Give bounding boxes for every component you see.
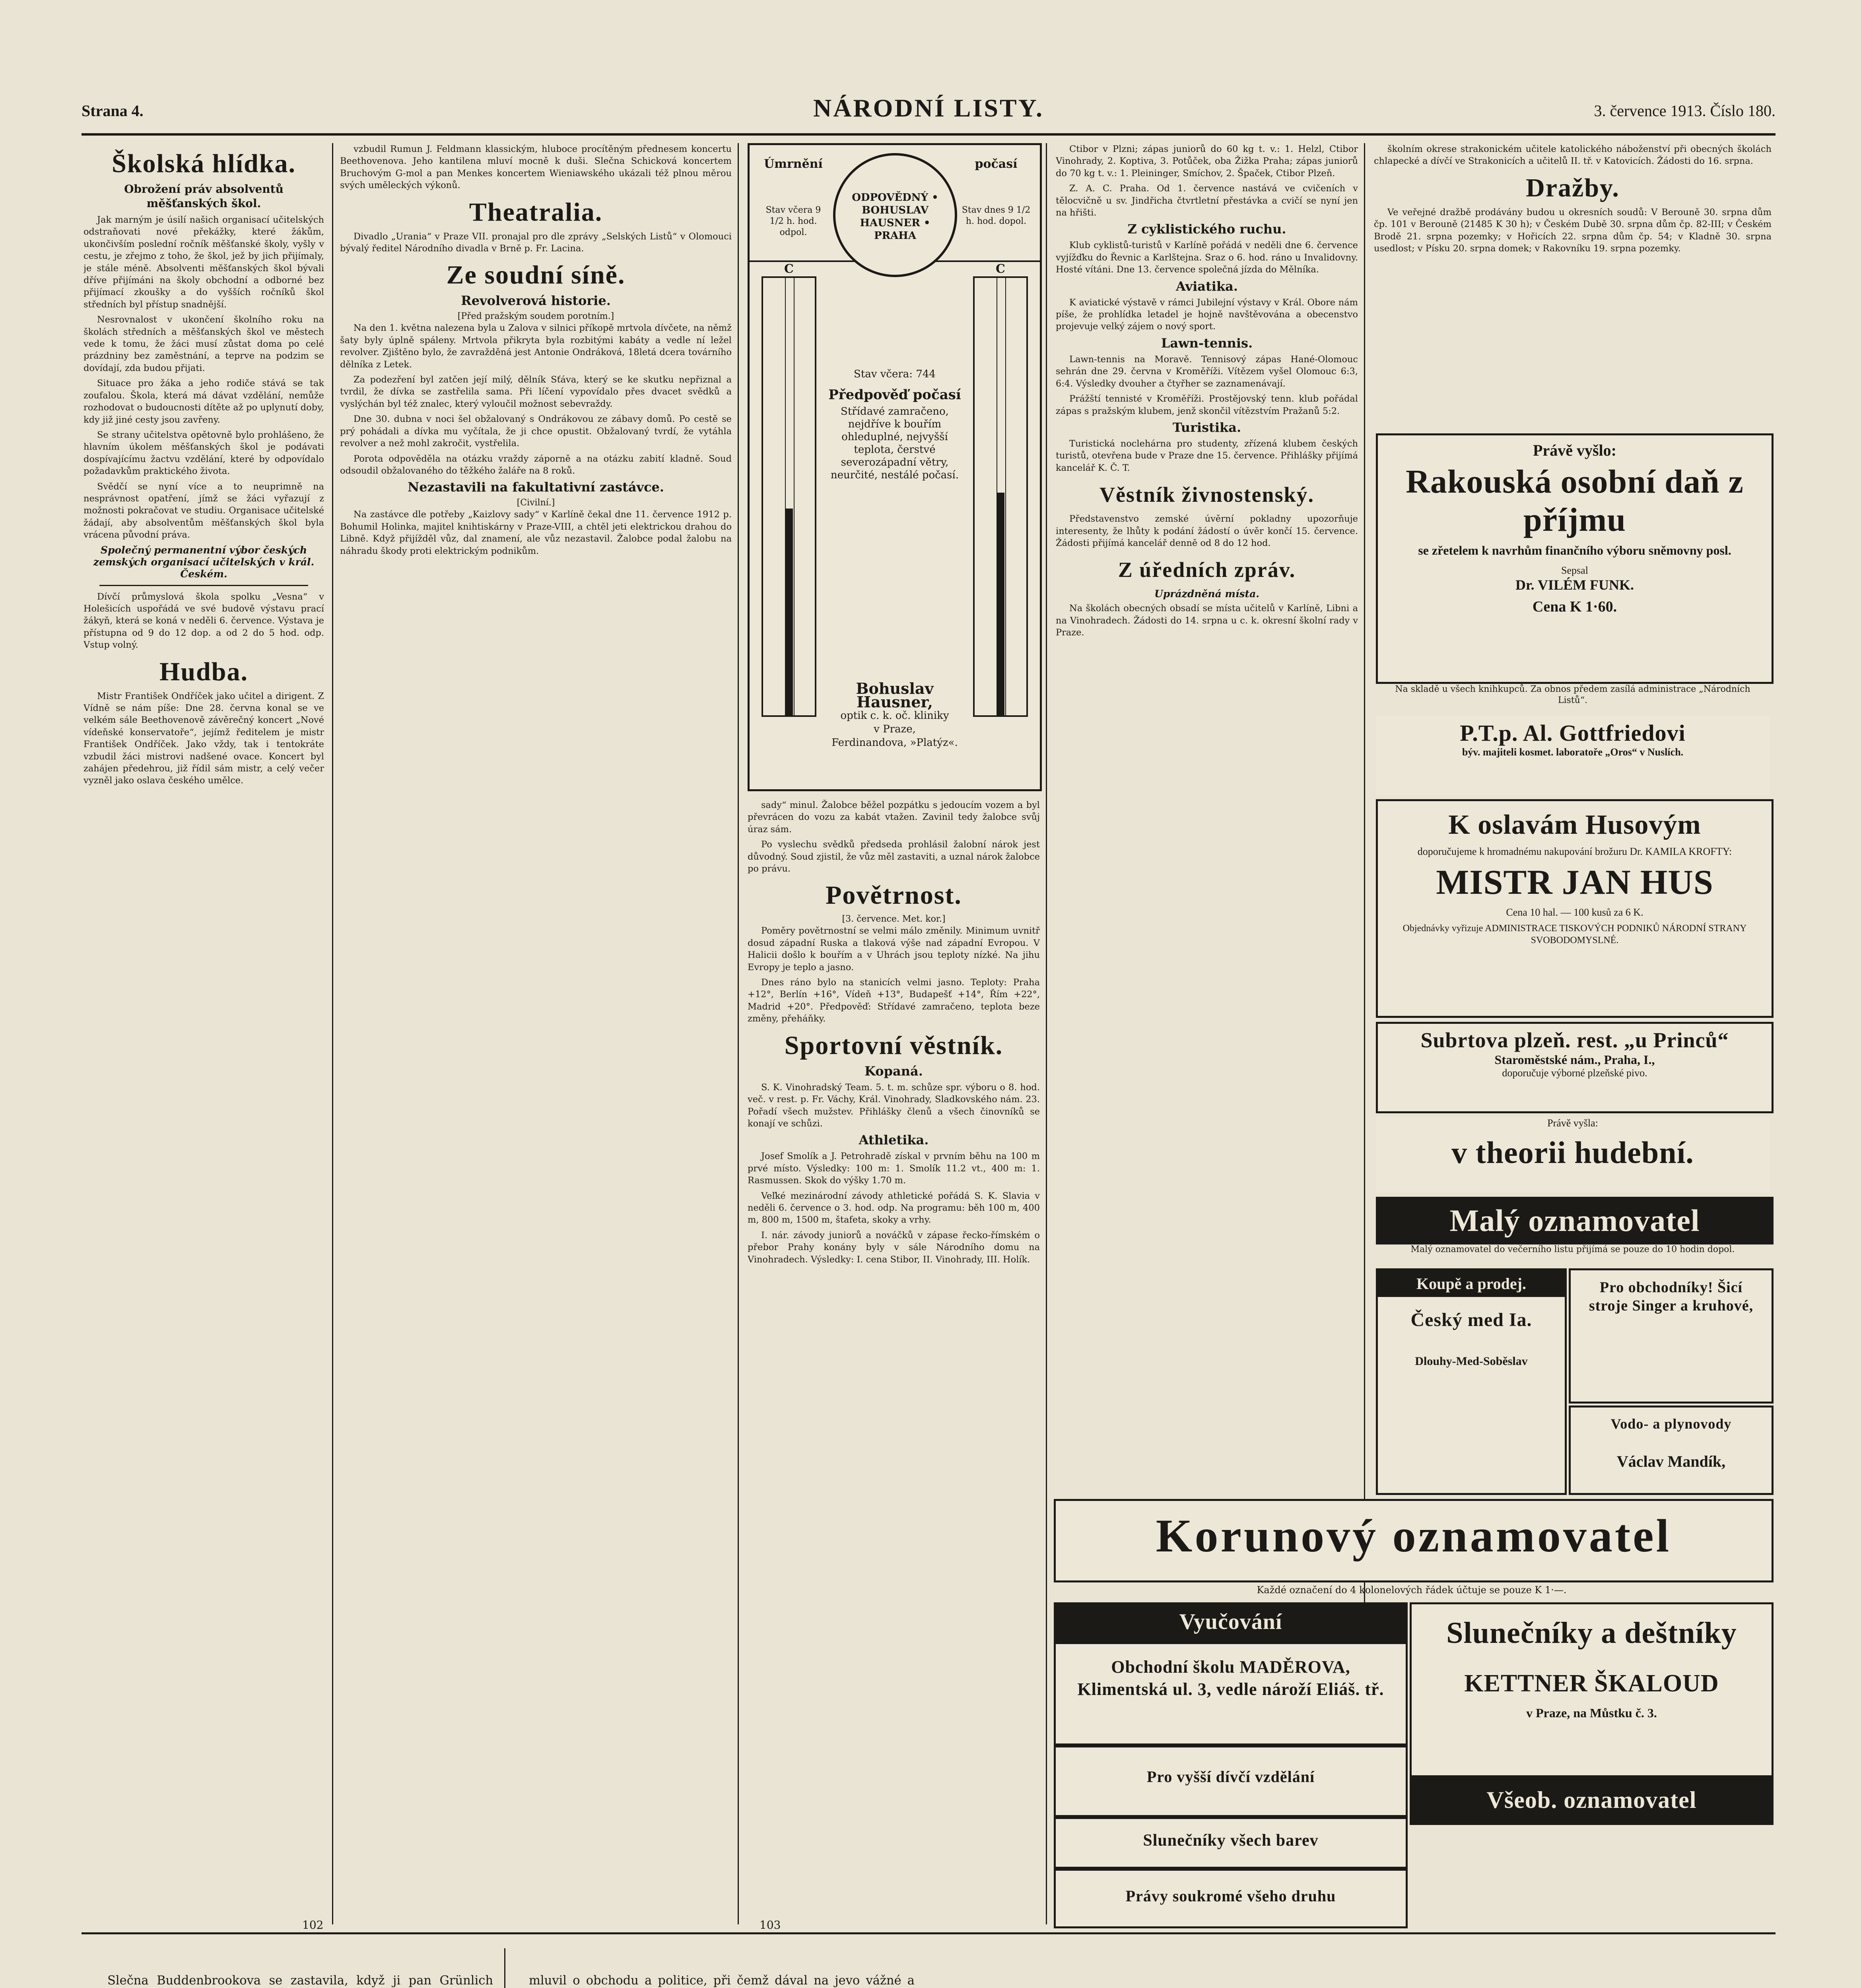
banner-title: Korunový oznamovatel — [1156, 1510, 1672, 1562]
paragraph: Svědčí se nyní více a to neuprimně na nesprávnost opatření, jímž se žáci vyřazují z možnosti pokračovat ve studiu. Organisace učitelské žádají, aby absolventům měšťanských škol byla vrácena původní práva. — [84, 481, 324, 540]
thermometer-scale-left — [761, 262, 816, 717]
column-1 — [84, 143, 324, 1924]
forecast-title: Předpověď počasí — [828, 387, 961, 403]
advert-headline: Pro obchodníky! Šicí stroje Singer a kruhové, — [1589, 1279, 1754, 1314]
optician-seal — [833, 153, 957, 277]
paragraph: Jak marným je úsilí našich organisací učitelských odstraňovati nové překážky, které žákům, ukončivším poslední ročník měšťanské školy, vyšly v cestu, je zřejmo z toho, že škol, jež by jich přijímaly, je stále méně. Absolventi měšťanských škol bývali dříve přijímáni na školy obchodní a odborné bez přijímací zkoušky a do vyšších ročníků škol středních byl přístup snadnější. — [84, 215, 324, 310]
column-2 — [340, 143, 732, 1924]
paragraph: Poměry povětrnostní se velmi málo změnily. Minimum uvnitř dosud západní Ruska a tlaková výše nad západní Evropou. V Halicii došlo k bouřím a v Uhrách jsou teploty nízké. Na jihu Evropy je teplo a jasno. — [748, 926, 1040, 973]
subsection-heading: Aviatika. — [1176, 278, 1238, 294]
advert-headline: P.T.p. Al. Gottfriedovi — [1460, 720, 1686, 746]
advert-address: v Praze, na Můstku č. 3. — [1526, 1706, 1657, 1720]
paragraph: Veľké mezinárodní závody athletické pořádá S. K. Slavia v neděli 6. července o 3. hod. odp. Na programu: běh 100 m, 400 m, 800 m, 1500 m, štafeta, skoky a vrhy. — [748, 1190, 1040, 1225]
issue-date: 3. července 1913. Číslo 180. — [1594, 102, 1776, 120]
banner-title: Malý oznamovatel — [1449, 1203, 1700, 1238]
article-dateline: [Před pražským soudem porotním.] — [457, 311, 614, 322]
mercury-column — [786, 509, 793, 715]
advert-subline: doporučujeme k hromadnému nakupování brožuru Dr. KAMILA KROFTY: — [1417, 846, 1732, 857]
advert-order: Objednávky vyřizuje ADMINISTRACE TISKOVÝCH PODNIKŮ NÁRODNÍ STRANY SVOBODOMYSLNÉ. — [1403, 923, 1747, 945]
advert-firm: KETTNER ŠKALOUD — [1464, 1670, 1719, 1697]
section-heading-theatre: Theatralia. — [469, 197, 603, 227]
general-ads-banner — [1410, 1777, 1774, 1825]
paragraph: Klub cyklistů-turistů v Karlíně pořádá v neděli dne 6. července vyjížďku do Řevnic a Karlštejna. Sraz o 6. hod. ráno u Invalidovny. Hosté vítáni. Dne 13. července společná jízda do Mělníka. — [1056, 240, 1358, 275]
scale-unit: C — [784, 262, 794, 276]
advert-headline: Rakouská osobní daň z příjmu — [1406, 463, 1744, 538]
paragraph: Mistr František Ondříček jako učitel a dirigent. Z Vídně se nám píše: Dne 28. června konal se ve velkém sále Beethovenově závěrečný koncert „Nové vídeňské konservatoře“, jejímž ředitelem je mistr František Ondříček. Jako vždy, tak i tentokráte vzbudil žáci mistrovi nadšené ovace. Koncert byl zahájen předehrou, již řídil sám mistr, a celý večer vyzněl jako oslava českého umělce. — [84, 691, 324, 786]
paragraph: K aviatické výstavě v rámci Jubilejní výstavy v Král. Obore nám píše, že prohlídka letadel je hojně navštěvována a obecenstvo projevuje velký zájem o nový sport. — [1056, 297, 1358, 332]
section-heading-sport: Sportovní věstník. — [784, 1031, 1003, 1060]
paragraph: Dne 30. dubna v noci šel obžalovaný s Ondrákovou ze zábavy domů. Po cestě se prý pohádali a dívka mu vyčítala, že ji chce opustit. Obžalovaný tvrdí, že vytáhla revolver a než mohl zakročit, vystřelila. — [340, 414, 732, 449]
paragraph: mluvil o obchodu a politice, při čemž dával na jevo vážné a — [529, 1974, 915, 1988]
paragraph: Ve veřejné dražbě prodávány budou u okresních soudů: V Berouně 30. srpna dům čp. 101 v Berouně (21485 K 30 h); v Českém Dubě 30. srpna dům čp. 82-III; v Českém Brodě 21. srpna pozemky; v Hořicích 22. srpna dům čp. 54; v Kladně 30. srpna usedlost; v Písku 20. srpna domek; v Rakovníku 19. srpna pozemky. — [1374, 207, 1772, 254]
advert-kicker: Právě vyšla: — [1547, 1117, 1598, 1129]
paragraph: Situace pro žáka a jeho rodiče stává se tak zoufalou. Škola, která má dávat vzdělání, nemůže rozhodovat o budoucnosti dítěte až po uplynutí doby, kdy již jiné cesty jsou zavřeny. — [84, 378, 324, 425]
thermometer-left-label: Úmrnění — [764, 157, 823, 171]
signature-note: Společný permanentní výbor českých zemských organisací učitelských v král. Českém. — [93, 544, 315, 580]
section-heading-music: Hudba. — [159, 657, 248, 686]
advert-hus-brochure — [1376, 799, 1774, 1018]
subsection-heading: Uprázdněná místa. — [1154, 588, 1259, 600]
section-heading-trade: Věstník živnostenský. — [1099, 483, 1315, 507]
advert-subline: býv. majiteli kosmet. laboratoře „Oros“ v Nuslích. — [1462, 746, 1684, 758]
paragraph: sady“ minul. Žalobce běžel pozpátku s jedoucím vozem a byl převrácen do vozu za kabát vtažen. Zavinil tedy žalobce svůj úraz sám. — [748, 800, 1040, 835]
small-ads-note: Malý oznamovatel do večerního listu přijímá se pouze do 10 hodin dopol. — [1410, 1244, 1735, 1254]
masthead — [82, 85, 1776, 136]
article-heading: Revolverová historie. — [461, 293, 611, 309]
advert-price: Cena K 1·60. — [1532, 598, 1617, 615]
forecast-box — [825, 368, 964, 481]
section-heading-school: Školská hlídka. — [112, 149, 296, 178]
advert-author: Dr. VILÉM FUNK. — [1515, 577, 1634, 593]
advert-headline: Právy soukromé všeho druhu — [1125, 1887, 1336, 1905]
forecast-text: Střídavé zamračeno, nejdříve k bouřím ohleduplné, nejvyšší teplota, čerstvé severozápadní větry, neurčité, nestálé počasí. — [830, 406, 959, 481]
column-rule — [504, 1948, 505, 1988]
thermometer-right-label: počasí — [975, 157, 1018, 171]
advert-headline: v theorii hudební. — [1451, 1135, 1694, 1170]
article-heading: Nezastavili na fakultativní zastávce. — [407, 480, 664, 495]
advert-subline: se zřetelem k navrhům finančního výboru sněmovny posl. — [1418, 543, 1731, 557]
crown-ads-banner — [1054, 1499, 1774, 1582]
subsection-heading: Kopaná. — [864, 1063, 923, 1079]
advert-headline: Obchodní školu MADĚROVA, Klimentská ul. 3, vedle nároží Eliáš. tř. — [1077, 1657, 1384, 1699]
paragraph: Představenstvo zemské úvěrní pokladny upozorňuje interesenty, že lhůty k podání žádostí o úvěr končí 15. července. Žádosti přijímá kancelář denně od 8 do 12 hod. — [1056, 514, 1358, 548]
advert-address: Staroměstské nám., Praha, I., — [1494, 1052, 1655, 1067]
page-label: Strana 4. — [82, 102, 144, 120]
paragraph: S. K. Vinohradský Team. 5. t. m. schůze spr. výboru o 8. hod. več. v rest. p. Fr. Váchy, Král. Vinohrady, Sladkovského nám. 23. Pořadí všech mužstev. Přihlášky členů a všech činovníků se konají ve schůzi. — [748, 1082, 1040, 1129]
paragraph: Turistická noclehárna pro studenty, zřízená klubem českých turistů, otevřena bude v Praze dne 15. července. Přihlášky přijímá kancelář K. Č. T. — [1056, 438, 1358, 473]
advert-book-title: MISTR JAN HUS — [1436, 863, 1713, 902]
advert-subline: doporučuje výborné plzeňské pivo. — [1502, 1067, 1647, 1079]
paragraph: školním okrese strakonickém učitele katolického náboženství při obecných školách chlapecké a dívčí ve Strakonicích a učitelů II. tř. v Katovicích. Žádosti do 16. srpna. — [1374, 144, 1772, 167]
paragraph: I. nár. závody juniorů a nováčků v zápase řecko-římském o přebor Prahy konány byly v sále Národního domu na Vinohradech. Výsledky: I. cena Stibor, II. Vinohrady, III. Holík. — [748, 1230, 1040, 1265]
advert-music-theory — [1376, 1117, 1770, 1193]
column-rule — [332, 143, 333, 1924]
thermometer-advert — [748, 143, 1042, 791]
section-heading-official: Z úředních zpráv. — [1118, 558, 1296, 582]
paragraph: Na den 1. května nalezena byla u Zalova v silnici příkopě mrtvola dívčete, na němž šaty byly úplně spáleny. Mrtvola přikryta byla rozbitými kabáty a vedle ní ležel revolver. Zjištěno bylo, že zavražděná jest Antonie Ondráková, 18letá dcera továrního dělníka z Letek. — [340, 323, 732, 370]
advert-category: Koupě a prodej. — [1378, 1270, 1565, 1297]
newspaper-title: NÁRODNÍ LISTY. — [813, 94, 1044, 122]
paragraph: Za podezření byl zatčen její milý, dělník Sťáva, který se ke skutku nepřiznal a tvrdil, že dívka se zastřelila sama. Při líčení vypovídalo přes dvacet svědků a vyslýchán byl též znalec, který vyloučil možnost sebevraždy. — [340, 375, 732, 409]
left-note: Stav včera 9 1/2 h. hod. odpol. — [765, 205, 821, 237]
feuilleton-column-2 — [513, 1972, 915, 1988]
section-heading-court: Ze soudní síně. — [446, 260, 626, 290]
article-dateline: [Civilní.] — [517, 498, 555, 508]
optician-street: Ferdinandova, »Platýz«. — [831, 737, 958, 749]
page-number-left: 102 — [302, 1918, 324, 1932]
subsection-heading: Athletika. — [859, 1132, 929, 1148]
optician-city: v Praze, — [874, 723, 916, 735]
divider — [99, 585, 308, 586]
feuilleton-column-1 — [91, 1972, 493, 1988]
feuilleton-divider — [82, 1932, 1776, 1934]
paragraph: Nesrovnalost v ukončení školního roku na školách středních a měšťanských škol ve městech vede k tomu, že žáci musí zůstat doma po celé prázdniny bez zaměstnání, a teprve na podzim se dovídají, zda budou přijati. — [84, 315, 324, 373]
advert-water-gas — [1569, 1406, 1774, 1495]
mercury-column — [997, 493, 1004, 715]
paragraph: Josef Smolík a J. Petrohradě získal v prvním běhu na 100 m prvé místo. Výsledky: 100 m: 1. Smolík 11.2 vt., 400 m: 1. Rasmussen. Skok do výšky 1.70 m. — [748, 1151, 1040, 1186]
optician-line: optik c. k. oč. kliniky — [840, 710, 949, 722]
subsection-heading: Z cyklistického ruchu. — [1127, 221, 1286, 237]
thermometer-scale-right — [973, 262, 1028, 717]
advert-sewing-machines — [1569, 1268, 1774, 1404]
column-3 — [748, 799, 1040, 1924]
advert-restaurant — [1376, 1022, 1774, 1113]
advert-headline: Český med Ia. — [1410, 1309, 1532, 1330]
advert-parasols — [1054, 1817, 1408, 1869]
advert-price: Cena 10 hal. — 100 kusů za 6 K. — [1506, 907, 1643, 918]
advert-headline: Pro vyšší dívčí vzdělání — [1146, 1768, 1315, 1786]
advert-madera-school — [1054, 1642, 1408, 1745]
crown-ads-note: Každé označení do 4 kolonelových řádek účtuje se pouze K 1·—. — [1257, 1584, 1567, 1596]
barometer-reading: Stav včera: 744 — [854, 368, 936, 380]
scale-unit: C — [996, 262, 1005, 276]
advert-honey — [1376, 1268, 1567, 1495]
subsection-heading: Lawn-tennis. — [1161, 335, 1253, 351]
paragraph: vzbudil Rumun J. Feldmann klassickým, hluboce procítěným přednesem koncertu Beethovenova. Jeho kantilena mluví mocně k duši. Slečna Schicková koncertem Bruchovým G-mol a pan Menkes koncertem Wieniawského ukázali též plnou měrou svých uměleckých výkonů. — [340, 144, 732, 191]
paragraph: Z. A. C. Praha. Od 1. července nastává ve cvičeních v tělocvičně u sv. Jindřicha čtvrtletní přestávka a cvičí se nyní jen na hřišti. — [1056, 183, 1358, 218]
article-dateline: [3. července. Met. kor.] — [842, 914, 946, 924]
paragraph: Divadlo „Urania“ v Praze VII. pronajal pro dle zprávy „Selských Listů“ v Olomouci bývalý ředitel Národního divadla v Brně p. Fr. Lacina. — [340, 231, 732, 254]
small-ads-banner — [1376, 1197, 1774, 1244]
section-heading-weather: Povětrnost. — [826, 881, 962, 910]
education-banner — [1054, 1602, 1408, 1642]
paragraph: Ctibor v Plzni; zápas juniorů do 60 kg t. v.: 1. Helzl, Ctibor Vinohrady, 2. Koptiva, 3. Potůček, oba Žižka Praha; zápas juniorů do 70 kg t. v.: 1. Pleininger, Smíchov, 2. Špaček, Ctibor Plzeň. — [1056, 144, 1358, 179]
optician-name: Bohuslav Hausner, — [856, 679, 934, 711]
column-rule — [738, 143, 739, 1924]
paragraph: Dívčí průmyslová škola spolku „Vesna“ v Holešicích uspořádá ve své budově výstavu prací žákyň, která se koná v neděli 6. července. Výstava je přístupna od 9 do 12 dop. a od 2 do 5 hod. odp. Vstup volný. — [84, 591, 324, 650]
advert-headline: K oslavám Husovým — [1448, 810, 1701, 840]
paragraph: Porota odpověděla na otázku vraždy záporně a na otázku zabití kladně. Soud odsoudil obžalovaného do těžkého žaláře na 8 roků. — [340, 453, 732, 476]
advert-seller: Dlouhy-Med-Soběslav — [1415, 1355, 1528, 1368]
advert-tax-book — [1376, 433, 1774, 684]
right-note: Stav dnes 9 1/2 h. hod. dopol. — [962, 205, 1031, 226]
page-number-right: 103 — [760, 1918, 781, 1932]
paragraph: Po vyslechu svědků předseda prohlásil žalobní nárok jest důvodný. Soud zjistil, že vůz měl zastaviti, a uznal nárok žalobce po právu. — [748, 839, 1040, 874]
advert-note: Na skladě u všech knihkupců. Za obnos předem zasílá administrace „Národních Listů“. — [1395, 684, 1750, 705]
paragraph: Lawn-tennis na Moravě. Tennisový zápas Hané-Olomouc sehrán dne 29. června v Kroměříži. Vítězem vyšel Olomouc 6:3, 6:4. Výsledky dvouher a čtyřher se zaznamenávají. — [1056, 354, 1358, 389]
column-rule — [1046, 143, 1047, 1924]
subsection-heading: Turistika. — [1172, 419, 1241, 435]
advert-gottfried — [1376, 716, 1770, 795]
paragraph: Na školách obecných obsadí se místa učitelů v Karlíně, Libni a na Vinohradech. Žádosti do 14. srpna u c. k. okresní školní rady v Praze. — [1056, 603, 1358, 638]
advert-headline: Slunečníky a deštníky — [1446, 1616, 1737, 1650]
paragraph: Slečna Buddenbrookova se zastavila, když ji pan Grünlich — [107, 1974, 493, 1988]
paragraph: Dnes ráno bylo na stanicích velmi jasno. Teploty: Praha +12°, Berlín +16°, Vídeň +13°, Budapešť +14°, Řím +22°, Madrid +20°. Předpověď: Střídavé zamračeno, teplota beze změny, přeháňky. — [748, 977, 1040, 1024]
advert-headline: Slunečníky všech barev — [1143, 1831, 1319, 1850]
section-heading-auctions: Dražby. — [1526, 173, 1620, 202]
article-heading: Obrožení práv absolventů měšťanských škol. — [124, 182, 284, 210]
advert-private-rights — [1054, 1869, 1408, 1928]
advert-author-label: Sepsal — [1561, 565, 1588, 576]
advert-headline: Subrtova plzeň. rest. „u Princů“ — [1420, 1028, 1729, 1052]
advert-name: Václav Mandík, — [1616, 1452, 1726, 1470]
advert-kicker: Právě vyšlo: — [1533, 441, 1616, 459]
banner-title: Všeob. oznamovatel — [1486, 1787, 1697, 1813]
advert-kettner — [1410, 1602, 1774, 1777]
paragraph: Prážští tennisté v Kroměříži. Prostějovský tenn. klub pořádal zápas s pražským klubem, jenž skončil vítězstvím Pražanů 5:2. — [1056, 394, 1358, 416]
banner-title: Vyučování — [1179, 1609, 1282, 1634]
advert-girls-education — [1054, 1745, 1408, 1817]
column-5-text — [1374, 143, 1772, 421]
seal-text: ODPOVĚDNÝ • BOHUSLAV HAUSNER • PRAHA — [852, 192, 938, 242]
advert-headline: Vodo- a plynovody — [1610, 1416, 1732, 1432]
optician-address — [825, 679, 964, 749]
paragraph: Se strany učitelstva opětovně bylo prohlášeno, že hlavním úkolem měšťanských škol je podávati dospívajícímu žactvu vzdělání, které by odpovídalo požadavkům praktického života. — [84, 429, 324, 477]
paragraph: Na zastávce dle potřeby „Kaizlovy sady“ v Karlíně čekal dne 11. července 1912 p. Bohumil Holinka, majitel knihtiskárny v Praze-VIII, a chtěl jeti elektrickou drahou do Libně. Když přijížděl vůz, dal znamení, ale vůz nezastavil. Žalobce podal žalobu na náhradu škody proti elektrickým podnikům. — [340, 509, 732, 556]
